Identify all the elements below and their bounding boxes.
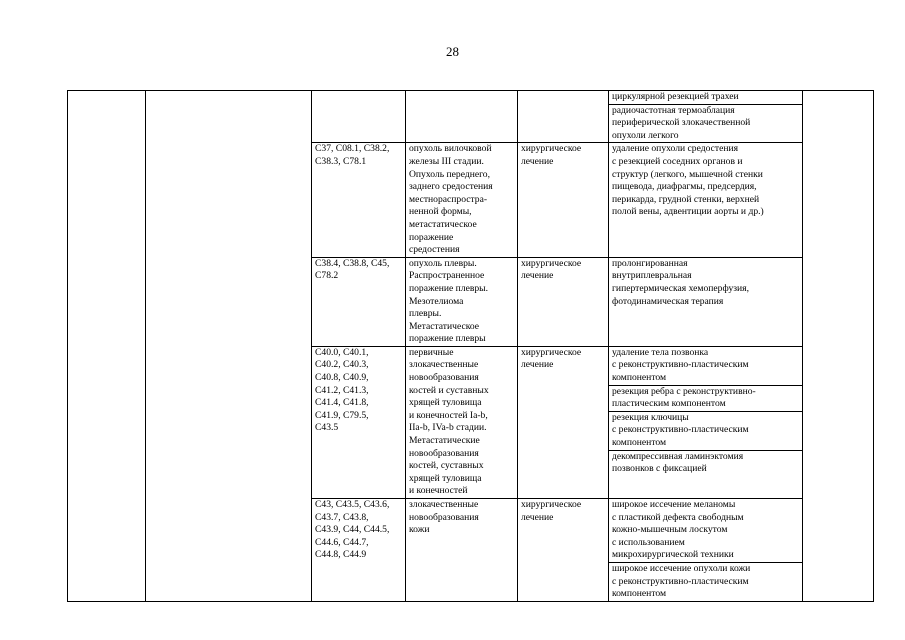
procedure-cell xyxy=(609,91,803,143)
treatment-type-cell xyxy=(518,91,609,143)
procedure-cell xyxy=(609,499,803,602)
treatment-type-cell: хирургическое лечение xyxy=(518,257,609,346)
treatment-table xyxy=(67,90,874,602)
method-group-cell xyxy=(146,91,312,602)
procedure-item: удаление тела позвонка с реконструктивно-пластическим компонентом xyxy=(612,346,749,384)
condition-cell: злокачественные новообразования кожи xyxy=(406,499,518,602)
condition-cell: опухоль вилочковой железы III стадии. Опухоль переднего, заднего средостения местнораспростра- ненной формы, метастатическое поражение средостения xyxy=(406,143,518,257)
treatment-type-cell: хирургическое лечение xyxy=(518,143,609,257)
procedure-item: широкое иссечение опухоли кожи с реконструктивно-пластическим компонентом xyxy=(609,562,802,601)
procedure-item: пролонгированная внутриплевральная гипертермическая хемоперфузия, фотодинамическая терапия xyxy=(612,257,749,307)
icd-codes-cell: C43, C43.5, C43.6, C43.7, C43.8, C43.9, C44, C44.5, C44.6, C44.7, C44.8, C44.9 xyxy=(312,499,406,602)
icd-codes-cell: C37, C08.1, C38.2, C38.3, C78.1 xyxy=(312,143,406,257)
icd-codes-cell: C40.0, C40.1, C40.2, C40.3, C40.8, C40.9, C41.2, C41.3, C41.4, C41.8, C41.9, C79.5, C43.5 xyxy=(312,346,406,498)
page-number: 28 xyxy=(446,44,459,59)
condition-cell xyxy=(406,91,518,143)
procedure-item: широкое иссечение меланомы с пластикой дефекта свободным кожно-мышечным лоскутом с использованием микрохирургической техники xyxy=(612,499,744,561)
icd-codes-cell: C38.4, C38.8, C45, C78.2 xyxy=(312,257,406,346)
procedure-item: радиочастотная термоаблация периферической злокачественной опухоли легкого xyxy=(609,104,802,143)
procedure-cell xyxy=(609,143,803,257)
procedure-cell xyxy=(609,346,803,498)
condition-cell: опухоль плевры. Распространенное поражение плевры. Мезотелиома плевры. Метастатическое поражение плевры xyxy=(406,257,518,346)
procedure-item: резекция ключицы с реконструктивно-пластическим компонентом xyxy=(609,411,802,450)
treatment-type-cell: хирургическое лечение xyxy=(518,346,609,498)
procedure-cell xyxy=(609,257,803,346)
procedure-item: резекция ребра с реконструктивно- пластическим компонентом xyxy=(609,385,802,411)
table-row xyxy=(68,91,874,143)
procedure-item: декомпрессивная ламинэктомия позвонков с фиксацией xyxy=(609,450,802,476)
condition-cell: первичные злокачественные новообразования костей и суставных хрящей туловища и конечностей Ia-b, IIa-b, IVa-b стадии. Метастатические новообразования костей, суставных хрящей туловища и конечностей xyxy=(406,346,518,498)
cost-cell xyxy=(803,91,874,602)
icd-codes-cell xyxy=(312,91,406,143)
number-cell xyxy=(68,91,146,602)
procedure-item: удаление опухоли средостения с резекцией соседних органов и структур (легкого, мышечной стенки пищевода, диафрагмы, предсердия, перикарда, грудной стенки, верхней полой вены, адвентиции аорты и др.) xyxy=(612,143,764,218)
procedure-item: циркулярной резекцией трахеи xyxy=(612,91,739,102)
treatment-type-cell: хирургическое лечение xyxy=(518,499,609,602)
